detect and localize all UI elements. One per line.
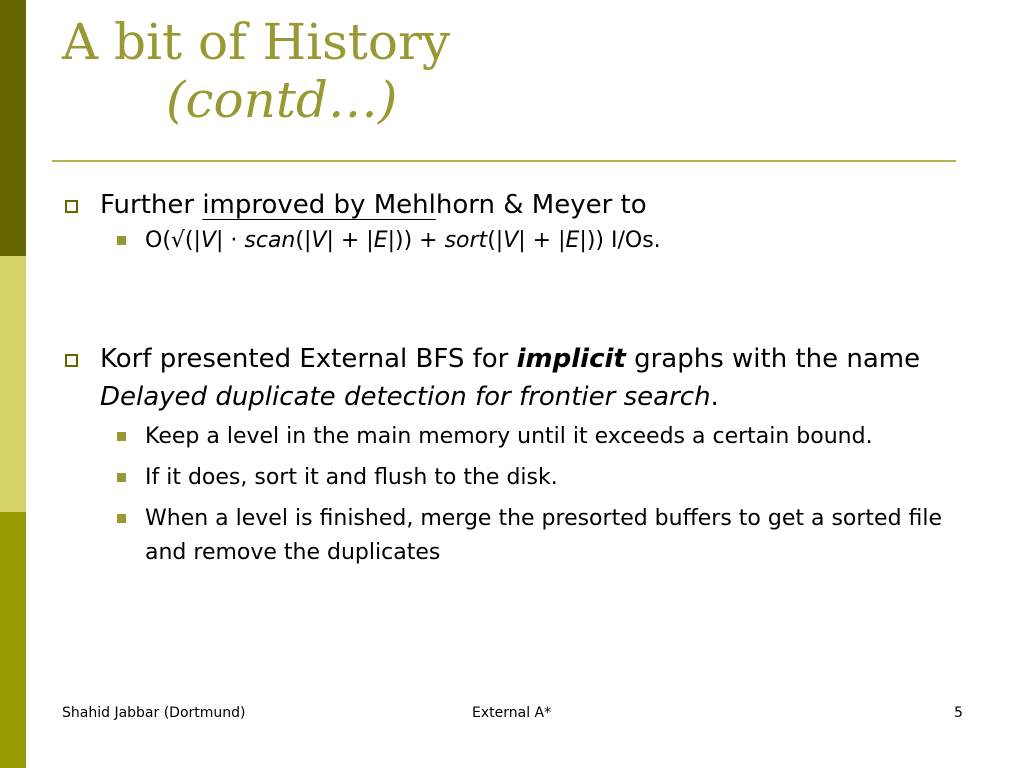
footer-topic: External A*	[472, 705, 552, 721]
slide-title	[62, 12, 450, 130]
sub-bullet-sort-flush	[62, 461, 962, 495]
sub-bullet-complexity	[62, 224, 962, 258]
title-line-1: A bit of History	[62, 13, 451, 71]
footer-page-number: 5	[954, 705, 963, 721]
formula-part: |)) +	[387, 228, 445, 253]
formula-var: E	[373, 228, 388, 253]
formula-part: (|	[295, 228, 312, 253]
bullet-spacer	[62, 495, 962, 502]
side-band-bottom	[0, 512, 26, 768]
bullet-text: Korf presented External BFS for	[100, 344, 517, 374]
bullet-emphasis: implicit	[516, 344, 626, 374]
sub-bullet-keep-level	[62, 420, 962, 454]
bullet-text: horn & Meyer to	[435, 190, 647, 220]
formula-part: | + |	[518, 228, 566, 253]
bullet-text: graphs with the name	[625, 344, 921, 374]
filled-square-bullet-icon	[117, 236, 126, 245]
formula-var: V	[311, 228, 327, 253]
sub-bullet-text: If it does, sort it and flush to the disk.	[145, 465, 558, 490]
bullet-spacer	[62, 258, 962, 340]
filled-square-bullet-icon	[117, 514, 126, 523]
sub-bullet-text: When a level is finished, merge the presorted buffers to get a sorted file and remove the duplicates	[145, 506, 943, 565]
formula-part: | ·	[215, 228, 245, 253]
formula-var: V	[503, 228, 519, 253]
bullet-italic: Delayed duplicate detection for frontier search	[100, 382, 711, 412]
bullet-text: Further	[100, 190, 203, 220]
sub-bullet-merge	[62, 502, 962, 570]
title-divider	[52, 160, 956, 162]
formula-part: |)) I/Os.	[579, 228, 661, 253]
title-line-2: (contd…)	[166, 71, 398, 129]
side-band-top	[0, 0, 26, 256]
bullet-list	[62, 186, 962, 570]
sub-bullet-text: Keep a level in the main memory until it exceeds a certain bound.	[145, 424, 873, 449]
bullet-further-improved	[62, 186, 962, 224]
bullet-spacer	[62, 454, 962, 461]
formula-part: | + |	[326, 228, 374, 253]
bullet-text-highlighted: improved by Mehl	[202, 190, 436, 220]
formula-part: (|	[487, 228, 504, 253]
formula-sort: sort	[444, 228, 488, 253]
filled-square-bullet-icon	[117, 473, 126, 482]
bullet-text: .	[710, 382, 719, 412]
hollow-square-bullet-icon	[65, 200, 78, 213]
formula-part: O(√(|	[145, 228, 201, 253]
formula-var: E	[565, 228, 580, 253]
footer-author: Shahid Jabbar (Dortmund)	[62, 705, 246, 721]
bullet-korf	[62, 340, 962, 416]
filled-square-bullet-icon	[117, 432, 126, 441]
formula-var: V	[200, 228, 216, 253]
side-band-middle	[0, 256, 26, 512]
formula-scan: scan	[244, 228, 296, 253]
hollow-square-bullet-icon	[65, 354, 78, 367]
